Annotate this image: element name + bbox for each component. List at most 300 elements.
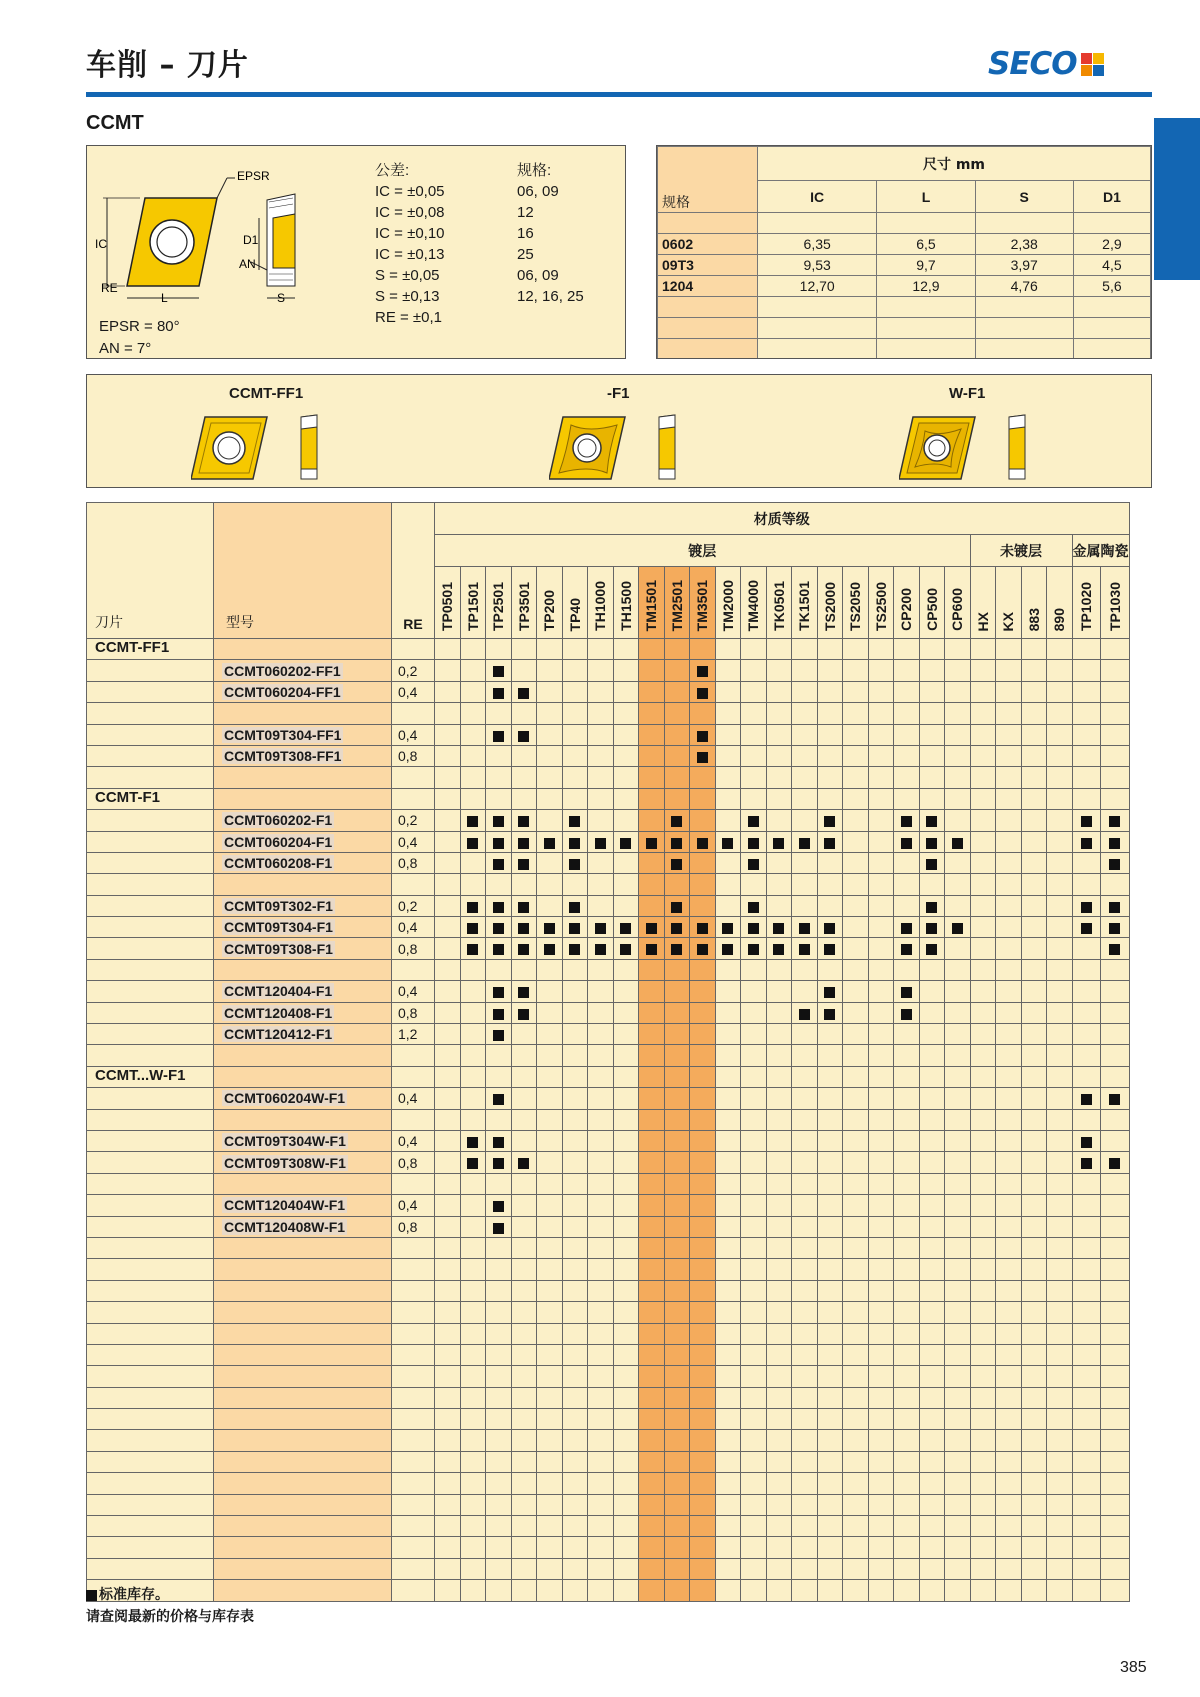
grade-cell <box>1072 1430 1101 1451</box>
grade-cell <box>792 1516 818 1537</box>
grade-cell <box>664 788 690 809</box>
grade-cell <box>1021 1516 1047 1537</box>
grade-cell <box>562 1109 588 1130</box>
stock-mark-icon <box>926 902 937 913</box>
stock-mark-icon <box>467 902 478 913</box>
grade-cell <box>1021 917 1047 938</box>
grade-cell <box>766 1237 792 1258</box>
re-value: 0,8 <box>392 938 435 959</box>
grade-table <box>86 502 1130 1602</box>
grade-cell <box>511 1216 537 1237</box>
re-value <box>392 1537 435 1558</box>
grade-cell <box>1101 1516 1130 1537</box>
grade-cell <box>486 895 512 916</box>
grade-cell <box>715 1451 741 1472</box>
insert-group-label <box>87 981 214 1002</box>
grade-cell <box>792 1237 818 1258</box>
re-value: 0,4 <box>392 681 435 702</box>
grade-cell <box>970 959 996 980</box>
grade-cell <box>766 1451 792 1472</box>
insert-type-cell <box>214 788 392 809</box>
grade-cell <box>639 1109 665 1130</box>
grade-cell <box>894 1237 920 1258</box>
grade-cell <box>868 810 894 831</box>
grade-cell <box>843 1152 869 1173</box>
grade-cell <box>1047 767 1073 788</box>
re-value: 1,2 <box>392 1024 435 1045</box>
dim-value: 2,38 <box>975 234 1073 255</box>
tolerance-item: S = ±0,13 <box>375 288 440 305</box>
grade-cell <box>588 810 614 831</box>
re-value: 0,8 <box>392 1216 435 1237</box>
size-list <box>517 160 584 307</box>
grade-cell <box>715 1302 741 1323</box>
grade-cell <box>792 1066 818 1087</box>
grade-cell <box>945 1173 971 1194</box>
grade-cell <box>486 1109 512 1130</box>
insert-group-label <box>87 681 214 702</box>
grade-cell <box>817 1280 843 1301</box>
grade-cell <box>1021 1409 1047 1430</box>
grade-cell <box>613 639 639 660</box>
geometry-label: -F1 <box>607 385 630 402</box>
insert-group-label <box>87 1259 214 1280</box>
grade-cell <box>1021 1066 1047 1087</box>
grade-cell <box>868 1302 894 1323</box>
grade-row <box>87 852 1130 873</box>
grade-col-label: 890 <box>1051 607 1068 631</box>
grade-cell <box>511 810 537 831</box>
stock-mark-icon <box>926 944 937 955</box>
grade-cell <box>919 810 945 831</box>
grade-cell <box>715 1280 741 1301</box>
grade-cell <box>486 1216 512 1237</box>
grade-cell <box>894 831 920 852</box>
insert-group-label: CCMT-FF1 <box>87 639 214 660</box>
grade-cell <box>766 660 792 681</box>
grade-cell <box>843 917 869 938</box>
grade-col-label: TM3501 <box>694 579 711 631</box>
grade-col-label: TP1030 <box>1106 581 1123 631</box>
grade-cell <box>435 1516 461 1537</box>
grade-cell <box>690 660 716 681</box>
grade-cell <box>715 1066 741 1087</box>
grade-cell <box>741 745 767 766</box>
grade-cell <box>792 938 818 959</box>
grade-cell <box>868 639 894 660</box>
grade-cell <box>511 788 537 809</box>
stock-mark-icon <box>1109 1158 1120 1169</box>
grade-row <box>87 1088 1130 1109</box>
grade-cell <box>511 1537 537 1558</box>
grade-cell <box>817 938 843 959</box>
grade-cell <box>435 852 461 873</box>
grade-cell <box>613 1558 639 1579</box>
grade-cell <box>588 852 614 873</box>
grade-row <box>87 767 1130 788</box>
stock-mark-icon <box>697 731 708 742</box>
insert-group-label: CCMT-F1 <box>87 788 214 809</box>
grade-cell <box>460 745 486 766</box>
grade-row <box>87 1280 1130 1301</box>
grade-cell <box>486 1516 512 1537</box>
grade-cell <box>792 981 818 1002</box>
insert-type-cell <box>214 1494 392 1515</box>
grade-cell <box>1072 1130 1101 1151</box>
size-col-header: 规格 <box>658 147 758 213</box>
grade-cell <box>945 1259 971 1280</box>
grade-cell <box>1101 1130 1130 1151</box>
grade-cell <box>766 917 792 938</box>
insert-type-cell <box>214 959 392 980</box>
re-value: 0,2 <box>392 895 435 916</box>
grade-cell <box>1021 1216 1047 1237</box>
grade-row <box>87 681 1130 702</box>
re-value <box>392 788 435 809</box>
grade-cell <box>1072 895 1101 916</box>
stock-mark-icon <box>493 816 504 827</box>
grade-row <box>87 1344 1130 1365</box>
grade-cell <box>460 1130 486 1151</box>
grade-row <box>87 1109 1130 1130</box>
grade-cell <box>664 938 690 959</box>
grade-cell <box>817 1237 843 1258</box>
grade-cell <box>460 639 486 660</box>
size-item: 12 <box>517 204 534 221</box>
insert-type-cell <box>214 1473 392 1494</box>
insert-type-cell <box>214 1152 392 1173</box>
grade-cell <box>894 660 920 681</box>
grade-cell <box>1072 1152 1101 1173</box>
grade-cell <box>792 1045 818 1066</box>
insert-type-cell <box>214 724 392 745</box>
grade-cell <box>1047 938 1073 959</box>
grade-cell <box>1101 831 1130 852</box>
grade-cell <box>792 1088 818 1109</box>
grade-cell <box>894 1066 920 1087</box>
grade-cell <box>919 660 945 681</box>
grade-cell <box>919 1323 945 1344</box>
grade-cell <box>843 1216 869 1237</box>
grade-cell <box>715 831 741 852</box>
grade-cell <box>1101 1280 1130 1301</box>
stock-mark-icon <box>646 923 657 934</box>
grade-cell <box>1021 895 1047 916</box>
grade-cell <box>690 1237 716 1258</box>
grade-cell <box>460 1430 486 1451</box>
grade-cell <box>792 639 818 660</box>
grade-cell <box>1047 1237 1073 1258</box>
grade-cell <box>1047 1473 1073 1494</box>
re-value: 0,2 <box>392 810 435 831</box>
grade-cell <box>562 1173 588 1194</box>
grade-cell <box>1021 660 1047 681</box>
grade-cell <box>460 1088 486 1109</box>
grade-cell <box>741 788 767 809</box>
grade-cell <box>537 1216 563 1237</box>
insert-type-cell <box>214 1537 392 1558</box>
grade-cell <box>792 874 818 895</box>
grade-cell <box>1047 1173 1073 1194</box>
insert-type-cell <box>214 810 392 831</box>
insert-type-cell <box>214 681 392 702</box>
grade-cell <box>868 1152 894 1173</box>
grade-cell <box>1047 1195 1073 1216</box>
grade-cell <box>715 895 741 916</box>
stock-mark-icon <box>595 944 606 955</box>
grade-cell <box>996 874 1022 895</box>
grade-cell <box>511 1366 537 1387</box>
grade-cell <box>1072 1109 1101 1130</box>
grade-col-header <box>894 567 920 639</box>
grade-cell <box>562 1088 588 1109</box>
grade-cell <box>1047 917 1073 938</box>
grade-cell <box>817 745 843 766</box>
grade-cell <box>996 1323 1022 1344</box>
grade-cell <box>435 1152 461 1173</box>
grade-cell <box>1101 1002 1130 1023</box>
grade-cell <box>766 895 792 916</box>
grade-cell <box>1047 874 1073 895</box>
grade-cell <box>1072 681 1101 702</box>
grade-cell <box>945 1323 971 1344</box>
stock-mark-icon <box>748 944 759 955</box>
grade-cell <box>741 1473 767 1494</box>
grade-cell <box>766 981 792 1002</box>
grade-cell <box>843 1109 869 1130</box>
dim-value: 5,6 <box>1073 276 1150 297</box>
tolerance-item: RE = ±0,1 <box>375 309 443 326</box>
grade-cell <box>741 895 767 916</box>
insert-type-cell <box>214 745 392 766</box>
grade-cell <box>588 1045 614 1066</box>
grade-col-label: TM4000 <box>745 579 762 631</box>
grade-cell <box>639 703 665 724</box>
grade-cell <box>588 1323 614 1344</box>
stock-mark-icon <box>1109 944 1120 955</box>
insert-type-cell <box>214 1066 392 1087</box>
dim-value: 2,9 <box>1073 234 1150 255</box>
grade-cell <box>817 1366 843 1387</box>
insert-group-label <box>87 1451 214 1472</box>
grade-row <box>87 639 1130 660</box>
grade-cell <box>690 681 716 702</box>
grade-col-header <box>639 567 665 639</box>
grade-cell <box>945 1066 971 1087</box>
insert-type-cell <box>214 1302 392 1323</box>
insert-group-label <box>87 852 214 873</box>
grade-cell <box>741 1280 767 1301</box>
grade-cell <box>1021 1366 1047 1387</box>
grade-cell <box>894 938 920 959</box>
grade-cell <box>613 1130 639 1151</box>
grade-cell <box>970 1195 996 1216</box>
grade-cell <box>996 1366 1022 1387</box>
grade-cell <box>715 1473 741 1494</box>
grade-cell <box>919 1302 945 1323</box>
grade-col-header <box>511 567 537 639</box>
insert-type-cell <box>214 1323 392 1344</box>
grade-cell <box>741 1024 767 1045</box>
grade-cell <box>690 1024 716 1045</box>
grade-cell <box>792 1152 818 1173</box>
stock-mark-icon <box>493 838 504 849</box>
grade-cell <box>766 767 792 788</box>
grade-cell <box>766 788 792 809</box>
grade-cell <box>919 1195 945 1216</box>
grade-cell <box>562 981 588 1002</box>
grade-cell <box>537 788 563 809</box>
grade-row <box>87 1387 1130 1408</box>
grade-cell <box>741 1323 767 1344</box>
dim-value: 6,5 <box>877 234 975 255</box>
grade-cell <box>919 917 945 938</box>
dim-row <box>658 255 1151 276</box>
grade-cell <box>766 938 792 959</box>
grade-cell <box>511 959 537 980</box>
grade-cell <box>511 895 537 916</box>
grade-cell <box>1101 1366 1130 1387</box>
grade-row <box>87 724 1130 745</box>
grade-cell <box>486 1473 512 1494</box>
grade-cell <box>690 788 716 809</box>
grade-cell <box>435 1409 461 1430</box>
grade-cell <box>588 660 614 681</box>
grade-cell <box>537 938 563 959</box>
insert-type-label: CCMT120412-F1 <box>224 1026 333 1043</box>
grade-cell <box>460 1195 486 1216</box>
grade-cell <box>970 874 996 895</box>
grade-row <box>87 1323 1130 1344</box>
grade-cell <box>919 938 945 959</box>
re-value <box>392 1109 435 1130</box>
grade-cell <box>613 1430 639 1451</box>
grade-cell <box>511 917 537 938</box>
grade-cell <box>690 1580 716 1601</box>
ff1-insert-icon <box>191 413 331 483</box>
grade-cell <box>460 810 486 831</box>
grade-cell <box>435 724 461 745</box>
grade-cell <box>613 938 639 959</box>
grade-cell <box>588 1580 614 1601</box>
grade-cell <box>715 1002 741 1023</box>
grade-cell <box>741 1237 767 1258</box>
grade-cell <box>1101 1580 1130 1601</box>
grade-cell <box>715 1344 741 1365</box>
stock-mark-icon <box>697 688 708 699</box>
grade-cell <box>868 1280 894 1301</box>
grade-cell <box>817 1088 843 1109</box>
stock-mark-icon <box>518 688 529 699</box>
grade-cell <box>715 917 741 938</box>
grade-cell <box>1101 1494 1130 1515</box>
grade-cell <box>511 1558 537 1579</box>
grade-cell <box>817 981 843 1002</box>
grade-cell <box>537 1195 563 1216</box>
grade-cell <box>1021 724 1047 745</box>
grade-cell <box>868 745 894 766</box>
grade-cell <box>613 1066 639 1087</box>
grade-cell <box>1072 1516 1101 1537</box>
grade-cell <box>562 1237 588 1258</box>
grade-cell <box>435 810 461 831</box>
grade-cell <box>664 1558 690 1579</box>
grade-cell <box>817 1558 843 1579</box>
grade-cell <box>894 724 920 745</box>
grade-cell <box>817 1302 843 1323</box>
grade-cell <box>639 938 665 959</box>
group-uncoated: 未镀层 <box>970 535 1072 567</box>
grade-cell <box>894 1323 920 1344</box>
grade-cell <box>588 1494 614 1515</box>
grade-cell <box>537 810 563 831</box>
grade-cell <box>715 1216 741 1237</box>
dimensions-panel <box>656 145 1152 359</box>
grade-cell <box>511 1302 537 1323</box>
grade-cell <box>1021 1344 1047 1365</box>
grade-cell <box>919 724 945 745</box>
grade-cell <box>868 1216 894 1237</box>
grade-cell <box>435 895 461 916</box>
grade-cell <box>562 938 588 959</box>
grade-cell <box>970 1473 996 1494</box>
grade-col-header <box>1047 567 1073 639</box>
grade-cell <box>817 1216 843 1237</box>
stock-mark-icon <box>901 987 912 998</box>
grade-cell <box>945 917 971 938</box>
grade-cell <box>435 1366 461 1387</box>
grade-cell <box>562 831 588 852</box>
grade-cell <box>766 1173 792 1194</box>
grade-cell <box>588 1130 614 1151</box>
grade-cell <box>817 1173 843 1194</box>
grade-cell <box>511 1195 537 1216</box>
grade-cell <box>690 938 716 959</box>
grade-cell <box>894 788 920 809</box>
grade-cell <box>817 1473 843 1494</box>
grade-cell <box>1101 917 1130 938</box>
grade-cell <box>715 1323 741 1344</box>
grade-cell <box>766 1259 792 1280</box>
grade-cell <box>894 1109 920 1130</box>
grade-cell <box>715 1259 741 1280</box>
grade-cell <box>766 724 792 745</box>
grade-cell <box>1047 1516 1073 1537</box>
grade-cell <box>613 724 639 745</box>
insert-group-label <box>87 1024 214 1045</box>
grade-cell <box>562 639 588 660</box>
grade-cell <box>1047 1002 1073 1023</box>
grade-cell <box>970 1024 996 1045</box>
re-value <box>392 1580 435 1601</box>
l-label: L <box>161 291 168 305</box>
col-ic: IC <box>758 181 877 213</box>
grade-cell <box>486 1344 512 1365</box>
stock-mark-icon <box>1081 838 1092 849</box>
grade-cell <box>1101 1152 1130 1173</box>
grade-row <box>87 1366 1130 1387</box>
insert-type-label: CCMT09T308-FF1 <box>224 748 342 765</box>
grade-cell <box>690 724 716 745</box>
stock-mark-icon <box>493 944 504 955</box>
grade-cell <box>664 767 690 788</box>
grade-cell <box>1021 852 1047 873</box>
re-value <box>392 1494 435 1515</box>
grade-cell <box>792 660 818 681</box>
grade-col-label: TK1501 <box>796 581 813 631</box>
grade-col-label: TK0501 <box>770 581 787 631</box>
grade-cell <box>588 1409 614 1430</box>
